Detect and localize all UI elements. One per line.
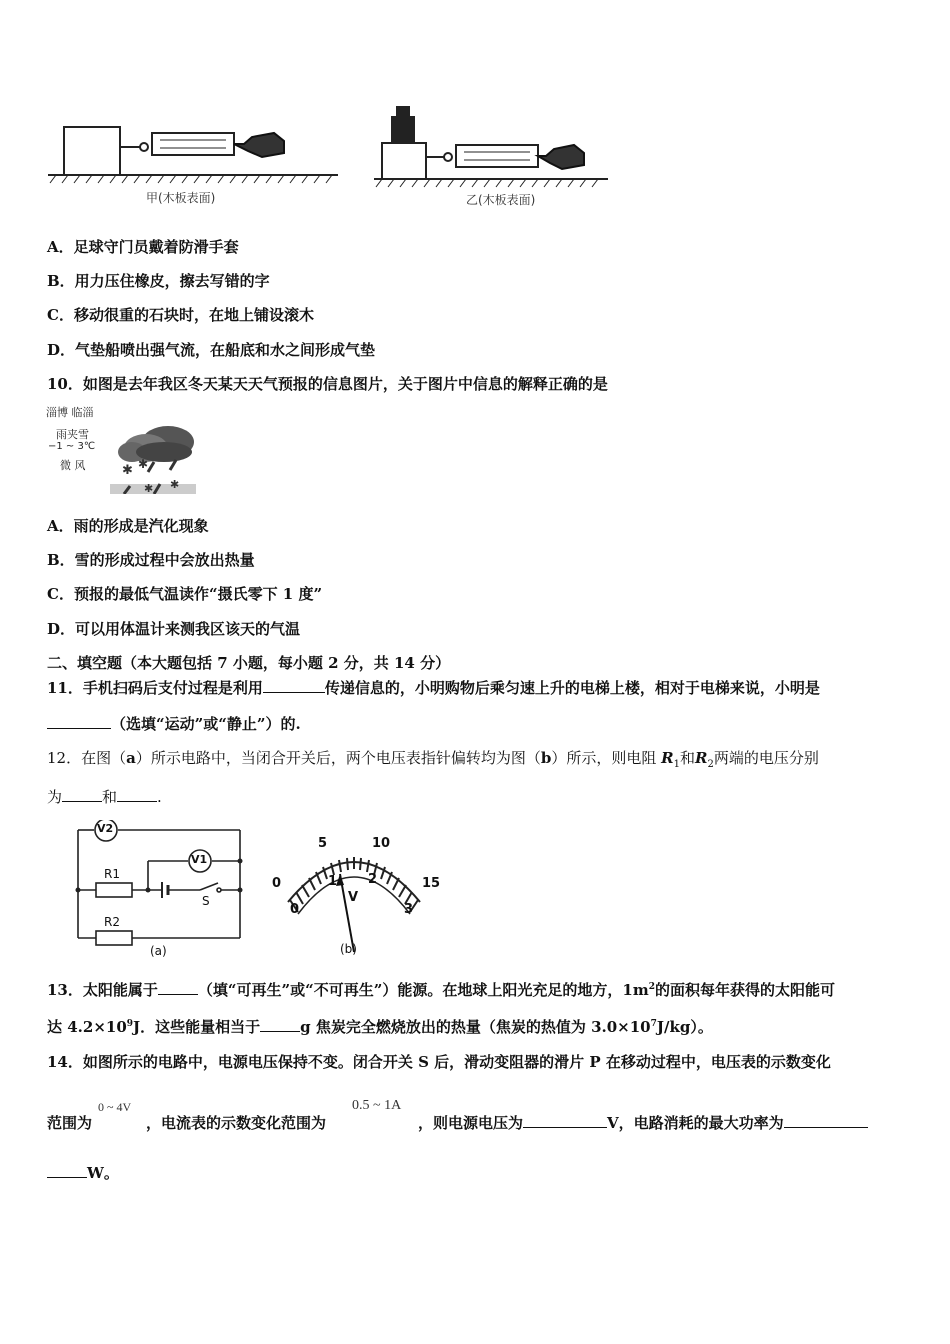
voltmeter-figure bbox=[268, 832, 440, 960]
q11-text-b: 传递信息的，小明购物后乘匀速上升的电梯上楼，相对于电梯来说，小明是 bbox=[324, 679, 820, 697]
q11-text-c: （选填“运动”或“静止”）的. bbox=[111, 715, 301, 733]
weather-temperature: −1 ~ 3℃ bbox=[48, 441, 96, 452]
ground-hatch-jia bbox=[50, 175, 332, 183]
q9-option-d: D．气垫船喷出强气流，在船底和水之间形成气垫 bbox=[47, 341, 376, 359]
spring-scale-jia bbox=[152, 133, 234, 155]
q12-r1-sub: 1 bbox=[673, 759, 680, 770]
q10-option-a: A．雨的形成是汽化现象 bbox=[47, 517, 209, 535]
ground-hatch-yi bbox=[376, 179, 598, 187]
q14-blank-3 bbox=[47, 1163, 87, 1178]
meter-b-label: (b) bbox=[340, 942, 357, 956]
dial-needle bbox=[340, 874, 354, 952]
q13-text-a: 13．太阳能属于 bbox=[47, 981, 158, 999]
q9-option-c: C．移动很重的石块时，在地上铺设滚木 bbox=[47, 306, 314, 324]
v1-label: V1 bbox=[191, 853, 208, 866]
section2-heading: 二、填空题（本大题包括 7 小题，每小题 2 分，共 14 分） bbox=[47, 654, 451, 672]
q12-line2 bbox=[47, 786, 162, 807]
q12-text-f: 和 bbox=[102, 788, 118, 806]
q13-text-f: g 焦炭完全燃烧放出的热量（焦炭的热值为 3.0×10 bbox=[300, 1018, 651, 1036]
q11-line2 bbox=[47, 713, 301, 734]
q14-blank-1 bbox=[523, 1113, 607, 1128]
q14-text-c: ，则电源电压为 bbox=[418, 1114, 524, 1132]
setup-jia bbox=[48, 127, 338, 175]
q13-text-b: （填“可再生”或“不可再生”）能源。在地球上阳光充足的地方，1m bbox=[197, 981, 649, 999]
q14-blank-2 bbox=[784, 1113, 868, 1128]
q14-range-current: 0.5 ~ 1A bbox=[352, 1098, 402, 1113]
q12-fig-b: b bbox=[540, 749, 552, 767]
q12-text-c: ）所示，则电阻 bbox=[551, 749, 657, 767]
q12-fig-a: a bbox=[126, 749, 136, 767]
setup-yi bbox=[374, 107, 608, 179]
q12-r2: R bbox=[695, 749, 708, 767]
q13-sup7: 7 bbox=[650, 1019, 657, 1029]
tick-outer-5: 5 bbox=[318, 836, 328, 851]
q10-stem: 10．如图是去年我区冬天某天天气预报的信息图片，关于图片中信息的解释正确的是 bbox=[47, 375, 608, 393]
q12-line1 bbox=[47, 747, 819, 770]
q13-line1 bbox=[47, 979, 835, 1000]
r1-label: R1 bbox=[104, 867, 120, 881]
weather-condition: 雨夹雪 bbox=[56, 428, 89, 441]
q13-sup9: 9 bbox=[126, 1019, 134, 1029]
q13-text-c: 的面积每年获得的太阳能可 bbox=[654, 981, 835, 999]
q9-option-b: B．用力压住橡皮，擦去写错的字 bbox=[47, 272, 270, 290]
q11-text-a: 11．手机扫码后支付过程是利用 bbox=[47, 679, 263, 697]
tick-inner-0: 0 bbox=[290, 902, 300, 917]
q13-blank-2 bbox=[260, 1017, 300, 1032]
svg-text:✱: ✱ bbox=[144, 482, 154, 494]
circuit-diagram bbox=[68, 820, 248, 960]
svg-text:✱: ✱ bbox=[138, 457, 149, 471]
friction-figure bbox=[48, 95, 618, 215]
q12-r2-sub: 2 bbox=[707, 759, 714, 770]
q13-sup2: 2 bbox=[648, 982, 655, 992]
weather-location: 淄博 临淄 bbox=[46, 406, 94, 419]
circuit-a-label: (a) bbox=[150, 944, 167, 958]
q12-text-g: . bbox=[157, 788, 162, 806]
q14-line2-c bbox=[418, 1112, 868, 1133]
q12-text-e: 为 bbox=[47, 788, 63, 806]
q10-option-d: D．可以用体温计来测我区该天的气温 bbox=[47, 620, 301, 638]
r2-label: R2 bbox=[104, 915, 120, 929]
q14-line3 bbox=[47, 1162, 119, 1183]
switch-label: S bbox=[202, 894, 210, 908]
circuit-figure bbox=[68, 820, 248, 960]
q14-text-e: W。 bbox=[87, 1164, 119, 1182]
weight-yi bbox=[392, 117, 414, 143]
caption-jia: 甲(木板表面) bbox=[146, 191, 216, 205]
q13-text-d: 达 4.2×10 bbox=[47, 1018, 127, 1036]
tick-inner-1: 1 bbox=[328, 874, 338, 889]
q13-text-g: J/kg）。 bbox=[656, 1018, 713, 1036]
q12-text-a: 12．在图（ bbox=[47, 749, 127, 767]
spring-scale-yi bbox=[456, 145, 538, 167]
caption-yi: 乙(木板表面) bbox=[466, 193, 536, 207]
weather-figure bbox=[46, 402, 202, 494]
q9-option-a: A．足球守门员戴着防滑手套 bbox=[47, 238, 239, 256]
svg-text:✱: ✱ bbox=[170, 478, 180, 491]
q14-text-d: V，电路消耗的最大功率为 bbox=[607, 1114, 784, 1132]
tick-outer-10: 10 bbox=[372, 836, 391, 851]
svg-text:✱: ✱ bbox=[122, 463, 133, 478]
q13-line2 bbox=[47, 1016, 713, 1037]
q14-range-voltage: 0 ~ 4V bbox=[98, 1100, 132, 1114]
hand-jia bbox=[234, 133, 284, 157]
tick-outer-0: 0 bbox=[272, 876, 282, 891]
q12-r1: R bbox=[661, 749, 674, 767]
weather-wind: 微 风 bbox=[60, 459, 86, 472]
tick-inner-3: 3 bbox=[404, 902, 414, 917]
q13-text-e: J．这些能量相当于 bbox=[133, 1018, 261, 1036]
resistor-r1 bbox=[96, 883, 132, 897]
q11-blank-2 bbox=[47, 714, 111, 729]
q12-text-b: ）所示电路中，当闭合开关后，两个电压表指针偏转均为图（ bbox=[135, 749, 541, 767]
tick-inner-2: 2 bbox=[368, 872, 378, 887]
q14-line2-b: ，电流表的示数变化范围为 bbox=[146, 1114, 327, 1132]
q12-blank-1 bbox=[62, 787, 102, 802]
dial-unit: V bbox=[348, 890, 359, 905]
q10-option-b: B．雪的形成过程中会放出热量 bbox=[47, 551, 255, 569]
q11-line1 bbox=[47, 677, 820, 698]
block-jia bbox=[64, 127, 120, 175]
q12-blank-2 bbox=[117, 787, 157, 802]
q10-option-c: C．预报的最低气温读作“摄氏零下 1 度” bbox=[47, 585, 323, 603]
hand-yi bbox=[538, 145, 584, 169]
v2-label: V2 bbox=[97, 822, 114, 835]
q12-and: 和 bbox=[679, 749, 695, 767]
q12-text-d: 两端的电压分别 bbox=[713, 749, 819, 767]
q14-line1: 14．如图所示的电路中，电源电压保持不变。闭合开关 S 后，滑动变阻器的滑片 P 在移动过程中，电压表的示数变化 bbox=[47, 1053, 831, 1071]
q11-blank-1 bbox=[263, 678, 325, 693]
sleet-icon bbox=[110, 420, 200, 494]
q14-line2-a: 范围为 bbox=[47, 1114, 93, 1132]
q13-blank-1 bbox=[158, 980, 198, 995]
tick-outer-15: 15 bbox=[422, 876, 441, 891]
resistor-r2 bbox=[96, 931, 132, 945]
block-yi bbox=[382, 143, 426, 179]
